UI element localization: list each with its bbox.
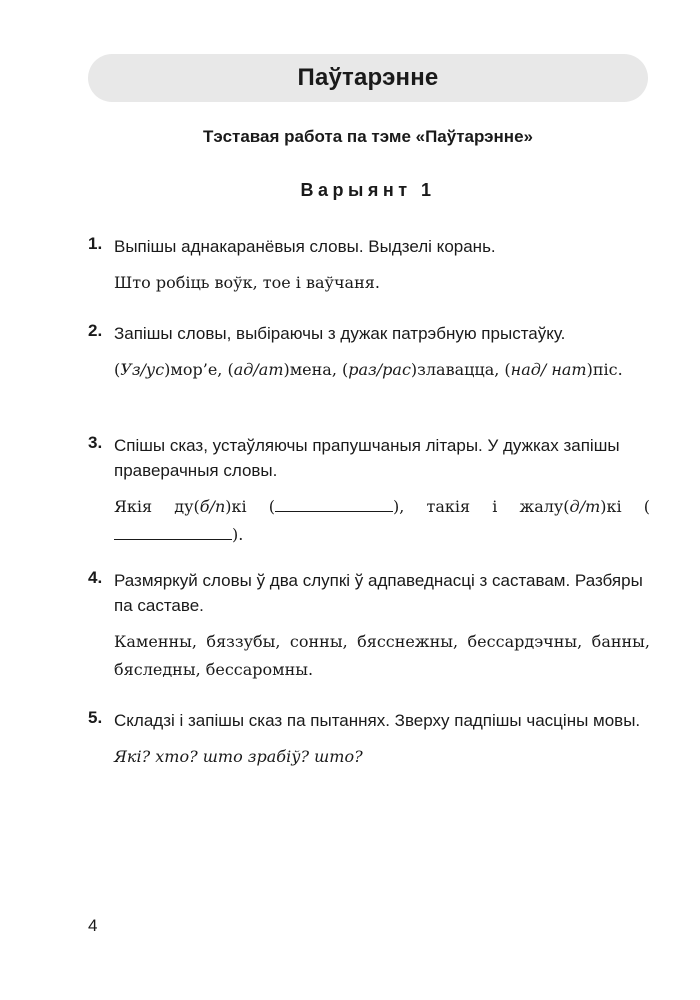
task-4	[88, 568, 650, 684]
task-instruction: Складзі і запішы сказ па пытаннях. Зверху падпішы часціны мовы.	[114, 711, 641, 730]
task-1	[88, 234, 650, 297]
prefix-option: раз/рас	[348, 360, 411, 379]
task-5	[88, 708, 650, 771]
task-example: Якія ду(б/п)кі ( ), такія і жалу(д/т)кі ().	[114, 497, 650, 544]
variant-heading: Варыянт 1	[300, 180, 436, 200]
task-number: 4.	[88, 568, 103, 587]
page-number: 4	[88, 916, 98, 935]
answer-blank	[114, 524, 232, 540]
section-title-banner	[88, 54, 648, 102]
task-example: Каменны, бяззубы, сонны, бясснежны, бессардэчны, банны, бяследны, бессаромны.	[114, 632, 650, 679]
prefix-option: над/ нат	[510, 360, 587, 379]
prefix-option: ад/ат	[233, 360, 284, 379]
section-title: Паўтарэнне	[297, 64, 439, 91]
task-example: Што робіць воўк, тое і ваўчаня.	[114, 273, 380, 292]
task-number: 1.	[88, 234, 103, 253]
task-example: (Уз/ус)мор’е, (ад/ат)мена, (раз/рас)злавацца, (над/ нат)піс.	[114, 360, 623, 379]
task-instruction: Запішы словы, выбіраючы з дужак патрэбную прыстаўку.	[114, 324, 566, 343]
task-instruction: Размяркуй словы ў два слупкі ў адпаведнасці з саставам. Разбяры па саставе.	[114, 571, 643, 615]
prefix-option: Уз/ус	[120, 360, 165, 379]
task-number: 2.	[88, 321, 103, 340]
task-instruction: Спішы сказ, устаўляючы прапушчаныя літары. У дужках запішы праверачныя словы.	[114, 436, 620, 480]
task-instruction: Выпішы аднакаранёвыя словы. Выдзелі корань.	[114, 237, 496, 256]
task-number: 3.	[88, 433, 103, 452]
letter-option: д/т	[569, 497, 601, 516]
task-number: 5.	[88, 708, 103, 727]
answer-blank	[275, 496, 393, 512]
test-title: Тэставая работа па тэме «Паўтарэнне»	[203, 127, 533, 146]
task-2	[88, 321, 650, 384]
letter-option: б/п	[199, 497, 226, 516]
task-example: Які? хто? што зрабіў? што?	[114, 747, 363, 766]
task-3	[88, 433, 650, 549]
